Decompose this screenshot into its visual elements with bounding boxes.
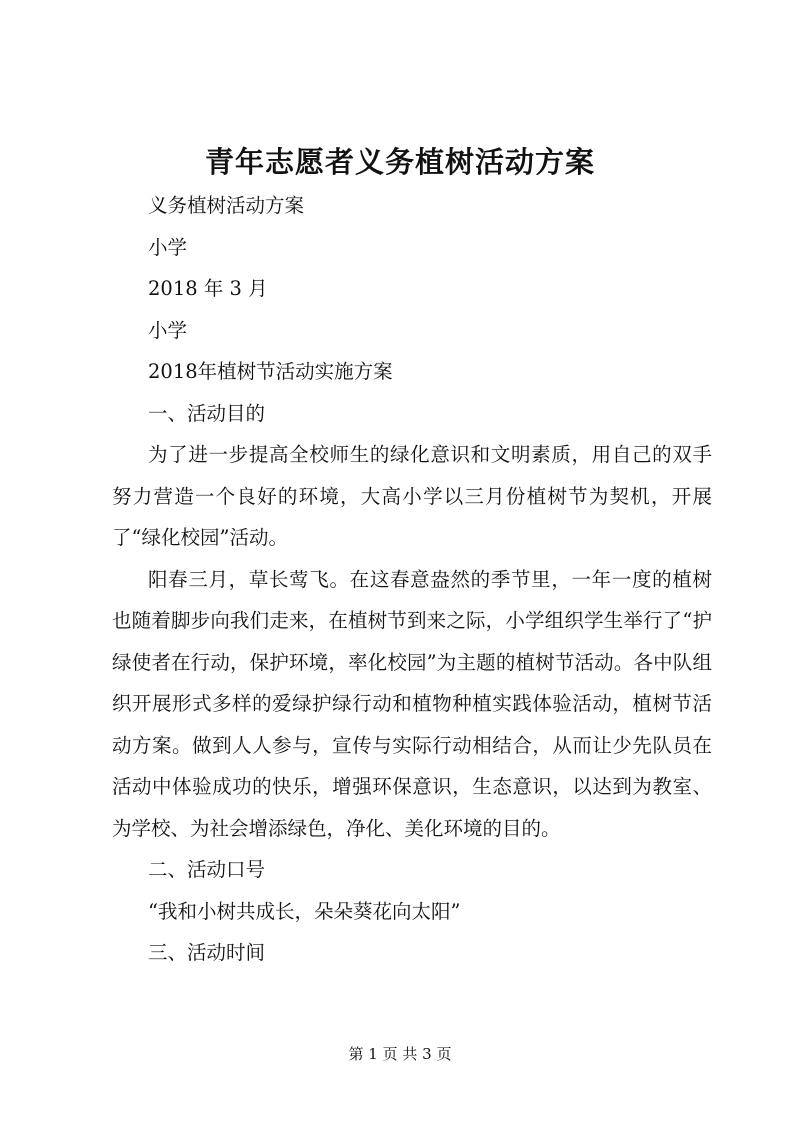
school-line: 小学 [148, 235, 188, 259]
paragraph-purpose: 为了进一步提高全校师生的绿化意识和文明素质，用自己的双手努力营造一个良好的环境，大高小学以三月份植树节为契机，开展了“绿化校园”活动。 [112, 443, 712, 549]
section-heading-2: 二、活动口号 [148, 858, 266, 881]
document-title: 青年志愿者义务植树活动方案 [204, 145, 595, 179]
date-line: 2018 年 3 月 [148, 277, 268, 300]
subtitle-line: 义务植树活动方案 [148, 194, 305, 217]
section-heading-1: 一、活动目的 [148, 401, 266, 425]
page-footer: 第 1 页 共 3 页 [348, 1045, 452, 1063]
paragraph-description: 阳春三月，草长莺飞。在这春意盎然的季节里，一年一度的植树也随着脚步向我们走来，在植树节到来之际，小学组织学生举行了“护绿使者在行动，保护环境，率化校园”为主题的植树节活动。各中队组织开展形式多样的爱绿护绿行动和植物种植实践体验活动，植树节活动方案。做到人人参与，宣传与实际行动相结合，从而让少先队员在活动中体验成功的快乐，增强环保意识，生态意识，以达到为教室、为学校、为社会增添绿色，净化、美化环境的目的。 [112, 567, 712, 840]
plan-title-line: 2018年植树节活动实施方案 [148, 360, 393, 383]
school-line-2: 小学 [148, 318, 188, 342]
section-heading-3: 三、活动时间 [148, 941, 266, 964]
slogan-line: “我和小树共成长，朵朵葵花向太阳” [148, 899, 461, 923]
document-body [112, 185, 712, 974]
